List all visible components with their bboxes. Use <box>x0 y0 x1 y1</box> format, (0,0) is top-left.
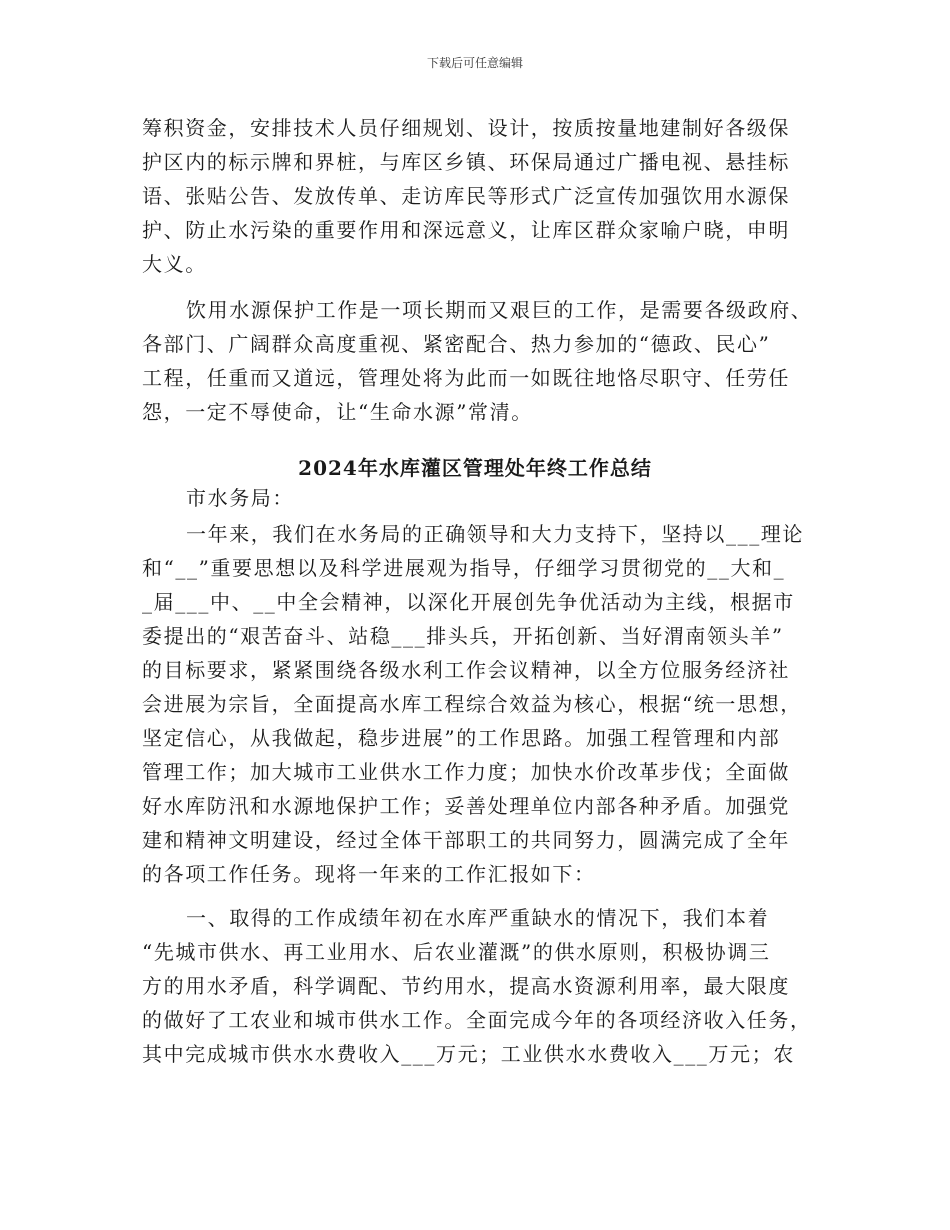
text-line: 建和精神文明建设，经过全体干部职工的共同努力，圆满完成了全年 <box>142 828 790 852</box>
text-line: 一、取得的工作成绩年初在水库严重缺水的情况下，我们本着 <box>186 906 770 930</box>
text-line: “先城市供水、再工业用水、后农业灌溉”的供水原则，积极协调三 <box>142 940 771 964</box>
text-line: 各部门、广阔群众高度重视、紧密配合、热力参加的“德政、民心” <box>142 332 771 356</box>
text-line: 大义。 <box>142 252 207 276</box>
text-line: 一年来，我们在水务局的正确领导和大力支持下，坚持以___理论 <box>186 522 804 546</box>
text-line: 其中完成城市供水水费收入___万元；工业供水水费收入___万元；农 <box>142 1042 795 1066</box>
text-line: _届___中、__中全会精神，以深化开展创先争优活动为主线，根据市 <box>142 590 795 614</box>
text-line: 好水库防汛和水源地保护工作；妥善处理单位内部各种矛盾。加强党 <box>142 794 790 818</box>
text-line: 的做好了工农业和城市供水工作。全面完成今年的各项经济收入任务， <box>142 1008 812 1032</box>
text-line: 护区内的标示牌和界桩，与库区乡镇、环保局通过广播电视、悬挂标 <box>142 150 790 174</box>
text-line: 坚定信心，从我做起，稳步进展”的工作思路。加强工程管理和内部 <box>142 726 781 750</box>
text-line: 护、防止水污染的重要作用和深远意义，让库区群众家喻户晓，申明 <box>142 218 790 242</box>
salutation: 市水务局： <box>186 486 294 510</box>
text-line: 委提出的“艰苦奋斗、站稳___排头兵，开拓创新、当好渭南领头羊” <box>142 624 784 648</box>
text-line: 的目标要求，紧紧围绕各级水利工作会议精神，以全方位服务经济社 <box>142 658 790 682</box>
document-title: 2024年水库灌区管理处年终工作总结 <box>298 456 652 480</box>
text-line: 和“__”重要思想以及科学进展观为指导，仔细学习贯彻党的__大和_ <box>142 556 786 580</box>
text-line: 语、张贴公告、发放传单、走访库民等形式广泛宣传加强饮用水源保 <box>142 184 790 208</box>
text-line: 工程，任重而又道远，管理处将为此而一如既往地恪尽职守、任劳任 <box>142 366 790 390</box>
text-line: 会进展为宗旨，全面提高水库工程综合效益为核心，根据“统一思想， <box>142 692 802 716</box>
text-line: 筹积资金，安排技术人员仔细规划、设计，按质按量地建制好各级保 <box>142 116 790 140</box>
text-line: 管理工作；加大城市工业供水工作力度；加快水价改革步伐；全面做 <box>142 760 790 784</box>
page-header: 下载后可任意编辑 <box>426 56 523 70</box>
text-line: 方的用水矛盾，科学调配、节约用水，提高水资源利用率，最大限度 <box>142 974 790 998</box>
text-line: 饮用水源保护工作是一项长期而又艰巨的工作，是需要各级政府、 <box>186 298 813 322</box>
text-line: 的各项工作任务。现将一年来的工作汇报如下： <box>142 862 596 886</box>
text-line: 怨，一定不辱使命，让“生命水源”常清。 <box>142 400 533 424</box>
